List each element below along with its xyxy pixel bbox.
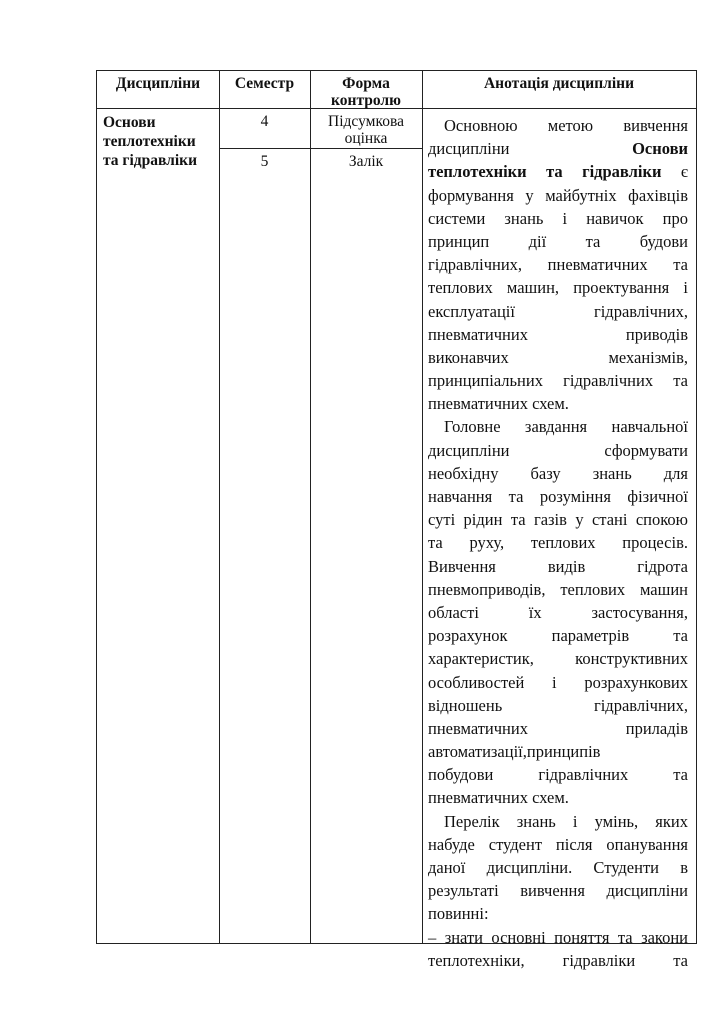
annotation-line: формування у майбутніх фахівців bbox=[428, 185, 688, 205]
annotation-line: принцип дії та будови bbox=[428, 231, 688, 251]
annotation-line: пневматичних приладів bbox=[428, 718, 688, 738]
annotation-line: дисципліни Основи bbox=[428, 139, 688, 159]
header-control-form bbox=[310, 75, 422, 109]
annotation-line: теплотехніки та гідравліки є bbox=[428, 162, 688, 182]
annotation-line: повинні: bbox=[428, 904, 489, 924]
semester-value: 5 bbox=[260, 153, 269, 170]
annotation-line: пневматичних схем. bbox=[428, 394, 569, 414]
header-control-line1: Форма bbox=[342, 75, 390, 92]
annotation-line: необхідну базу знань для bbox=[428, 463, 688, 483]
annotation-line: відношень гідравлічних, bbox=[428, 695, 688, 715]
annotation-line: Головне завдання навчальної bbox=[444, 417, 688, 437]
column-divider bbox=[310, 71, 311, 943]
annotation-line: теплотехніки, гідравліки та bbox=[428, 950, 688, 970]
column-divider bbox=[422, 71, 423, 943]
annotation-line: та руху, теплових процесів. bbox=[428, 533, 688, 553]
annotation-line: принципіальних гідравлічних та bbox=[428, 371, 688, 391]
column-divider bbox=[219, 71, 220, 943]
annotation-text bbox=[428, 114, 688, 972]
annotation-line: системи знань і навичок про bbox=[428, 208, 688, 228]
disciplines-table bbox=[96, 70, 697, 970]
discipline-name bbox=[103, 113, 219, 170]
annotation-line: суті рідин та газів у стані спокою bbox=[428, 510, 688, 530]
discipline-line: та гідравліки bbox=[103, 152, 198, 169]
annotation-line: експлуатації гідравлічних, bbox=[428, 301, 688, 321]
annotation-line: виконавчих механізмів, bbox=[428, 347, 688, 367]
annotation-line: розрахунок параметрів та bbox=[428, 626, 688, 646]
annotation-line: пневмоприводів, теплових машин bbox=[428, 579, 688, 599]
discipline-line: Основи bbox=[103, 114, 156, 131]
annotation-line: теплових машин, проектування і bbox=[428, 278, 688, 298]
annotation-line: – знати основні поняття та закони bbox=[428, 927, 688, 947]
control-form-line: Підсумкова bbox=[328, 113, 404, 130]
discipline-line: теплотехніки bbox=[103, 133, 196, 150]
annotation-line: пневматичних схем. bbox=[428, 788, 569, 808]
annotation-line: пневматичних приводів bbox=[428, 324, 688, 344]
annotation-line: особливостей і розрахункових bbox=[428, 672, 688, 692]
annotation-line: гідравлічних, пневматичних та bbox=[428, 255, 688, 275]
header-disciplines: Дисципліни bbox=[115, 75, 201, 92]
annotation-line: Основною метою вивчення bbox=[444, 116, 688, 135]
header-annotation: Анотація дисципліни bbox=[483, 75, 635, 92]
annotation-line: результаті вивчення дисципліни bbox=[428, 881, 688, 901]
annotation-line: даної дисципліни. Студенти в bbox=[428, 858, 688, 877]
annotation-line: побудови гідравлічних та bbox=[428, 765, 688, 785]
row-divider bbox=[219, 148, 422, 149]
annotation-line: Вивчення видів гідрота bbox=[428, 556, 688, 576]
annotation-line: автоматизації,принципів bbox=[428, 742, 601, 762]
header-control-line2: контролю bbox=[331, 92, 401, 109]
control-form-value: Залік bbox=[348, 153, 384, 170]
annotation-line: характеристик, конструктивних bbox=[428, 649, 688, 669]
semester-value: 4 bbox=[260, 113, 269, 130]
annotation-line: області їх застосування, bbox=[428, 602, 688, 622]
control-form-value bbox=[310, 113, 422, 147]
annotation-line: дисципліни сформувати bbox=[428, 440, 688, 460]
control-form-line: оцінка bbox=[344, 130, 388, 147]
annotation-line: набуде студент після опанування bbox=[428, 834, 688, 854]
header-semester: Семестр bbox=[234, 75, 295, 92]
annotation-line: Перелік знань і умінь, яких bbox=[444, 811, 688, 831]
annotation-line: навчання та розуміння фізичної bbox=[428, 487, 688, 506]
